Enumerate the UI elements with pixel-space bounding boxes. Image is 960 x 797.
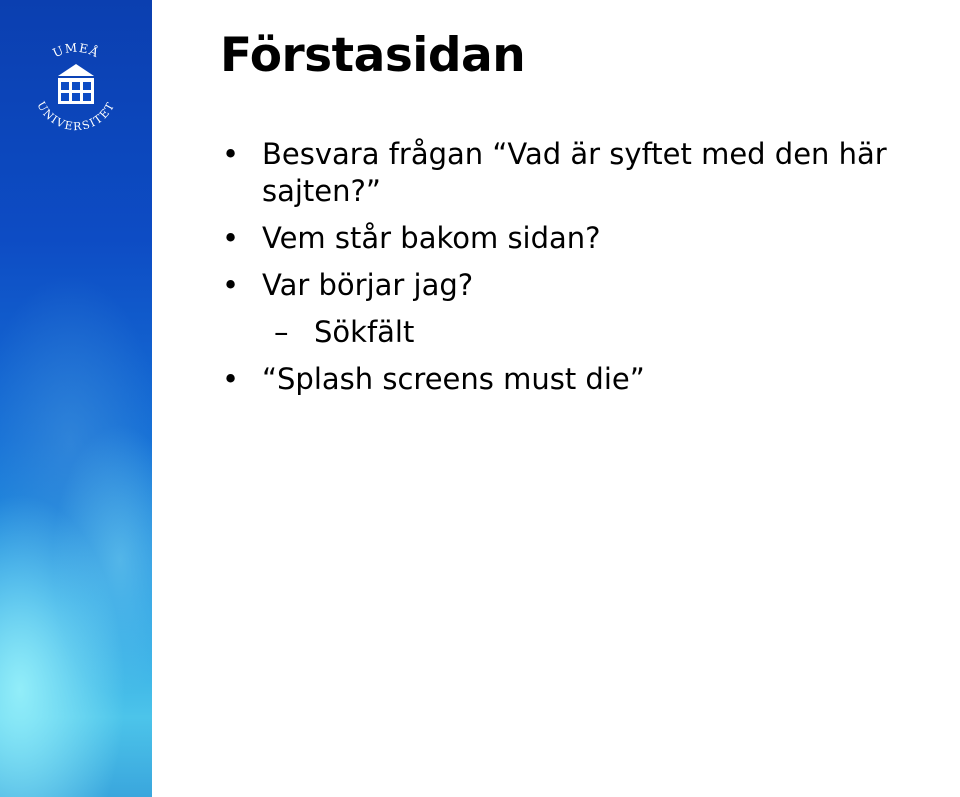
university-seal-icon — [22, 32, 130, 140]
bullet-marker: • — [222, 137, 240, 171]
bullet-item — [222, 361, 957, 398]
bullet-marker: • — [222, 221, 240, 255]
bullet-marker: • — [222, 268, 240, 302]
bullet-text: Sökfält — [314, 315, 415, 349]
bullet-text: “Splash screens must die” — [262, 362, 645, 396]
side-band — [0, 0, 152, 797]
svg-text:UNIVERSITET: UNIVERSITET — [34, 99, 118, 134]
bullet-text: Besvara frågan “Vad är syftet med den här sajten?” — [262, 137, 887, 208]
sub-bullet-item — [222, 314, 957, 351]
bullet-marker: • — [222, 362, 240, 396]
bullet-item — [222, 267, 957, 304]
bullet-list — [222, 136, 957, 408]
dash-marker: – — [274, 315, 289, 349]
umea-university-logo — [22, 32, 130, 140]
bullet-text: Vem står bakom sidan? — [262, 221, 601, 255]
bullet-item — [222, 136, 957, 210]
bullet-item — [222, 220, 957, 257]
bullet-text: Var börjar jag? — [262, 268, 474, 302]
svg-text:UMEÅ: UMEÅ — [50, 40, 102, 61]
slide-title: Förstasidan — [220, 28, 526, 83]
